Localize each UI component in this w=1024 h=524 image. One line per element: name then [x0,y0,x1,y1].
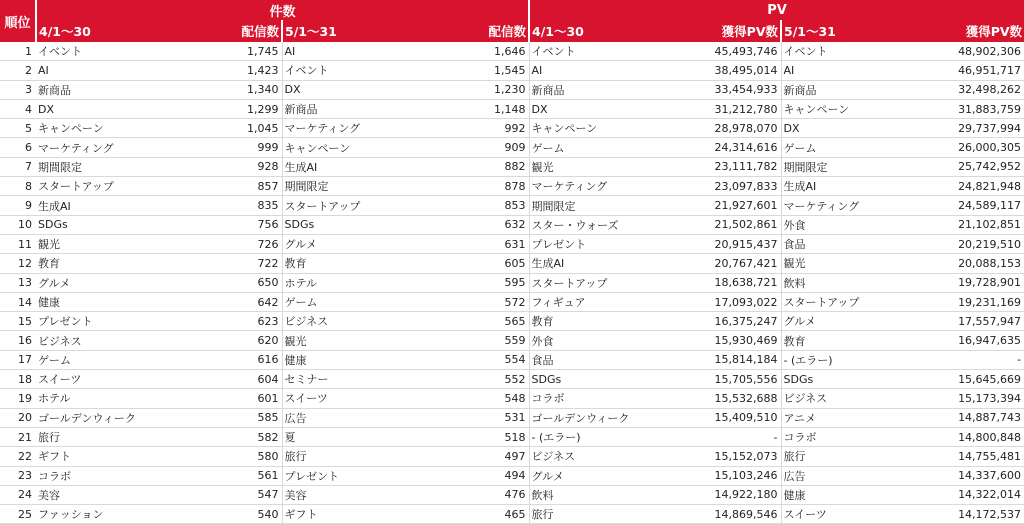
count-apr-value: 623 [158,312,282,331]
pv-apr-value: 15,814,184 [669,350,781,369]
count-may-value: 992 [404,119,529,138]
pv-may-term: 生成AI [781,177,921,196]
table-row [0,80,1024,99]
count-apr-term: 旅行 [36,427,158,446]
count-apr-value: 756 [158,215,282,234]
count-may-value: 572 [404,292,529,311]
pv-apr-value: 15,930,469 [669,331,781,350]
table-row [0,427,1024,446]
pv-may-value: 20,088,153 [921,254,1024,273]
rank-cell: 20 [0,408,36,427]
pv-may-value: 14,755,481 [921,447,1024,466]
table-row [0,61,1024,80]
count-apr-term: プレゼント [36,312,158,331]
rank-cell: 1 [0,42,36,61]
rank-cell: 25 [0,505,36,524]
table-row [0,466,1024,485]
pv-may-value: 15,645,669 [921,370,1024,389]
pv-apr-value: - [669,427,781,446]
count-apr-value: 928 [158,157,282,176]
pv-apr-term: 期間限定 [529,196,669,215]
count-apr-term: 観光 [36,234,158,253]
pv-may-term: DX [781,119,921,138]
rank-cell: 12 [0,254,36,273]
pv-may-term: 期間限定 [781,157,921,176]
rank-cell: 4 [0,99,36,118]
pv-may-value: 19,231,169 [921,292,1024,311]
table-row [0,350,1024,369]
count-may-value: 632 [404,215,529,234]
pv-may-term: AI [781,61,921,80]
rank-cell: 24 [0,485,36,504]
pv-may-value: - [921,350,1024,369]
rank-cell: 11 [0,234,36,253]
count-may-value: 1,646 [404,42,529,61]
count-apr-value: 999 [158,138,282,157]
pv-may-term: コラボ [781,427,921,446]
pv-may-value: 17,557,947 [921,312,1024,331]
rank-cell: 19 [0,389,36,408]
count-may-term: スタートアップ [282,196,404,215]
pv-apr-term: 観光 [529,157,669,176]
col2-period-header: 5/1〜31 [282,20,404,42]
pv-group-header: PV [529,0,1024,20]
pv-apr-value: 21,927,601 [669,196,781,215]
pv-may-term: 旅行 [781,447,921,466]
rank-cell: 10 [0,215,36,234]
count-apr-value: 582 [158,427,282,446]
pv-apr-value: 23,111,782 [669,157,781,176]
count-apr-term: SDGs [36,215,158,234]
pv-apr-term: DX [529,99,669,118]
count-may-value: 531 [404,408,529,427]
pv-may-term: SDGs [781,370,921,389]
pv-may-term: 食品 [781,234,921,253]
count-may-term: マーケティング [282,119,404,138]
table-row [0,234,1024,253]
count-may-term: グルメ [282,234,404,253]
pv-may-term: スタートアップ [781,292,921,311]
rank-header: 順位 [0,0,36,42]
pv-apr-value: 45,493,746 [669,42,781,61]
pv-apr-term: スタートアップ [529,273,669,292]
count-may-value: 465 [404,505,529,524]
pv-may-value: 14,172,537 [921,505,1024,524]
count-may-term: 夏 [282,427,404,446]
pv-may-term: 教育 [781,331,921,350]
count-apr-term: 新商品 [36,80,158,99]
rank-cell: 3 [0,80,36,99]
rank-cell: 17 [0,350,36,369]
rank-cell: 9 [0,196,36,215]
pv-may-value: 25,742,952 [921,157,1024,176]
pv-apr-term: キャンペーン [529,119,669,138]
rank-cell: 8 [0,177,36,196]
table-row [0,42,1024,61]
pv-apr-value: 16,375,247 [669,312,781,331]
count-may-term: AI [282,42,404,61]
pv-may-value: 21,102,851 [921,215,1024,234]
pv-may-value: 29,737,994 [921,119,1024,138]
count-may-value: 909 [404,138,529,157]
rank-cell: 18 [0,370,36,389]
count-may-value: 518 [404,427,529,446]
count-apr-value: 601 [158,389,282,408]
count-may-term: 新商品 [282,99,404,118]
table-row [0,447,1024,466]
count-apr-value: 857 [158,177,282,196]
count-may-value: 1,230 [404,80,529,99]
count-apr-value: 580 [158,447,282,466]
count-may-term: 期間限定 [282,177,404,196]
count-may-value: 552 [404,370,529,389]
pv-apr-value: 20,915,437 [669,234,781,253]
table-row [0,370,1024,389]
pv-apr-value: 15,532,688 [669,389,781,408]
count-may-value: 605 [404,254,529,273]
pv-may-term: - (エラー) [781,350,921,369]
count-may-term: プレゼント [282,466,404,485]
count-apr-value: 616 [158,350,282,369]
count-may-value: 853 [404,196,529,215]
count-may-term: 広告 [282,408,404,427]
pv-apr-term: 旅行 [529,505,669,524]
count-may-value: 1,148 [404,99,529,118]
pv-may-value: 48,902,306 [921,42,1024,61]
table-row [0,485,1024,504]
pv-may-term: イベント [781,42,921,61]
pv-may-term: アニメ [781,408,921,427]
count-apr-term: AI [36,61,158,80]
count-may-term: イベント [282,61,404,80]
count-may-value: 494 [404,466,529,485]
count-may-term: 健康 [282,350,404,369]
count-apr-term: スイーツ [36,370,158,389]
count-may-value: 554 [404,350,529,369]
count-may-term: キャンペーン [282,138,404,157]
count-apr-term: コラボ [36,466,158,485]
pv-may-value: 14,887,743 [921,408,1024,427]
pv-apr-value: 33,454,933 [669,80,781,99]
count-may-term: 教育 [282,254,404,273]
count-apr-term: ゴールデンウィーク [36,408,158,427]
pv-apr-value: 14,922,180 [669,485,781,504]
pv-apr-term: ゲーム [529,138,669,157]
rank-cell: 16 [0,331,36,350]
pv-may-term: 外食 [781,215,921,234]
pv-may-value: 31,883,759 [921,99,1024,118]
pv-may-term: ゲーム [781,138,921,157]
count-apr-term: ファッション [36,505,158,524]
count-apr-value: 1,299 [158,99,282,118]
col4-period-header: 5/1〜31 [781,20,921,42]
count-may-term: ビジネス [282,312,404,331]
count-may-value: 497 [404,447,529,466]
pv-may-value: 14,337,600 [921,466,1024,485]
count-apr-value: 620 [158,331,282,350]
table-row [0,292,1024,311]
col3-period-header: 4/1〜30 [529,20,669,42]
pv-apr-term: 教育 [529,312,669,331]
count-may-term: ホテル [282,273,404,292]
pv-may-value: 14,322,014 [921,485,1024,504]
pv-apr-value: 14,869,546 [669,505,781,524]
pv-apr-term: 新商品 [529,80,669,99]
count-may-value: 1,545 [404,61,529,80]
count-apr-term: 教育 [36,254,158,273]
rank-cell: 6 [0,138,36,157]
pv-apr-value: 21,502,861 [669,215,781,234]
pv-apr-term: 外食 [529,331,669,350]
pv-may-term: 新商品 [781,80,921,99]
count-apr-value: 1,423 [158,61,282,80]
pv-apr-value: 15,409,510 [669,408,781,427]
table-row [0,196,1024,215]
pv-apr-value: 38,495,014 [669,61,781,80]
pv-apr-term: ゴールデンウィーク [529,408,669,427]
count-may-value: 631 [404,234,529,253]
count-may-term: ギフト [282,505,404,524]
rank-cell: 5 [0,119,36,138]
table-row [0,119,1024,138]
pv-apr-value: 24,314,616 [669,138,781,157]
count-apr-term: DX [36,99,158,118]
pv-apr-value: 15,152,073 [669,447,781,466]
count-may-term: スイーツ [282,389,404,408]
pv-apr-term: 食品 [529,350,669,369]
pv-may-term: 観光 [781,254,921,273]
count-apr-term: ビジネス [36,331,158,350]
pv-apr-value: 20,767,421 [669,254,781,273]
count-apr-term: 美容 [36,485,158,504]
table-row [0,408,1024,427]
count-apr-term: キャンペーン [36,119,158,138]
count-apr-value: 642 [158,292,282,311]
pv-apr-term: コラボ [529,389,669,408]
count-may-term: SDGs [282,215,404,234]
count-apr-value: 650 [158,273,282,292]
pv-apr-term: スター・ウォーズ [529,215,669,234]
pv-apr-value: 18,638,721 [669,273,781,292]
count-may-value: 559 [404,331,529,350]
count-may-term: ゲーム [282,292,404,311]
pv-apr-term: - (エラー) [529,427,669,446]
count-may-value: 565 [404,312,529,331]
count-may-term: 美容 [282,485,404,504]
count-apr-term: 生成AI [36,196,158,215]
pv-may-term: キャンペーン [781,99,921,118]
pv-may-value: 19,728,901 [921,273,1024,292]
count-apr-term: グルメ [36,273,158,292]
count-may-term: 生成AI [282,157,404,176]
count-may-value: 548 [404,389,529,408]
col3-metric-header: 獲得PV数 [669,20,781,42]
count-may-term: セミナー [282,370,404,389]
pv-apr-term: グルメ [529,466,669,485]
count-may-value: 595 [404,273,529,292]
pv-may-value: 24,589,117 [921,196,1024,215]
table-row [0,99,1024,118]
rank-cell: 22 [0,447,36,466]
count-apr-term: 期間限定 [36,157,158,176]
table-row [0,157,1024,176]
pv-may-term: スイーツ [781,505,921,524]
pv-may-value: 20,219,510 [921,234,1024,253]
pv-apr-term: イベント [529,42,669,61]
count-apr-term: ゲーム [36,350,158,369]
pv-apr-value: 17,093,022 [669,292,781,311]
table-row [0,331,1024,350]
count-apr-term: 健康 [36,292,158,311]
rank-cell: 13 [0,273,36,292]
count-apr-value: 604 [158,370,282,389]
count-apr-term: ギフト [36,447,158,466]
rank-cell: 14 [0,292,36,311]
count-may-term: DX [282,80,404,99]
count-group-header: 件数 [36,0,529,20]
pv-may-term: マーケティング [781,196,921,215]
rank-cell: 23 [0,466,36,485]
table-row [0,312,1024,331]
count-may-value: 878 [404,177,529,196]
pv-may-term: 広告 [781,466,921,485]
pv-apr-value: 15,705,556 [669,370,781,389]
pv-apr-term: フィギュア [529,292,669,311]
rank-cell: 2 [0,61,36,80]
pv-may-term: 健康 [781,485,921,504]
pv-apr-value: 23,097,833 [669,177,781,196]
count-apr-value: 1,340 [158,80,282,99]
pv-may-term: グルメ [781,312,921,331]
count-apr-term: マーケティング [36,138,158,157]
table-row [0,138,1024,157]
pv-may-value: 46,951,717 [921,61,1024,80]
pv-may-term: 飲料 [781,273,921,292]
table-row [0,273,1024,292]
count-apr-term: イベント [36,42,158,61]
pv-apr-term: 生成AI [529,254,669,273]
pv-apr-term: 飲料 [529,485,669,504]
col2-metric-header: 配信数 [404,20,529,42]
rank-cell: 7 [0,157,36,176]
count-apr-value: 1,045 [158,119,282,138]
pv-apr-term: プレゼント [529,234,669,253]
count-may-term: 観光 [282,331,404,350]
pv-apr-value: 31,212,780 [669,99,781,118]
table-row [0,215,1024,234]
pv-apr-term: ビジネス [529,447,669,466]
count-apr-value: 547 [158,485,282,504]
col4-metric-header: 獲得PV数 [921,20,1024,42]
rank-cell: 15 [0,312,36,331]
pv-apr-value: 15,103,246 [669,466,781,485]
pv-may-value: 26,000,305 [921,138,1024,157]
table-row [0,254,1024,273]
rank-cell: 21 [0,427,36,446]
ranking-rows [0,42,1024,524]
pv-apr-term: AI [529,61,669,80]
count-may-value: 882 [404,157,529,176]
pv-apr-term: SDGs [529,370,669,389]
count-apr-value: 726 [158,234,282,253]
count-apr-term: ホテル [36,389,158,408]
col1-period-header: 4/1〜30 [36,20,158,42]
col1-metric-header: 配信数 [158,20,282,42]
table-row [0,177,1024,196]
count-apr-value: 835 [158,196,282,215]
pv-may-value: 15,173,394 [921,389,1024,408]
count-apr-value: 561 [158,466,282,485]
count-apr-term: スタートアップ [36,177,158,196]
pv-may-value: 32,498,262 [921,80,1024,99]
count-apr-value: 722 [158,254,282,273]
pv-may-value: 16,947,635 [921,331,1024,350]
pv-may-term: ビジネス [781,389,921,408]
pv-apr-term: マーケティング [529,177,669,196]
count-apr-value: 540 [158,505,282,524]
count-may-value: 476 [404,485,529,504]
count-apr-value: 585 [158,408,282,427]
pv-may-value: 24,821,948 [921,177,1024,196]
count-apr-value: 1,745 [158,42,282,61]
pv-apr-value: 28,978,070 [669,119,781,138]
table-row [0,389,1024,408]
pv-may-value: 14,800,848 [921,427,1024,446]
count-may-term: 旅行 [282,447,404,466]
